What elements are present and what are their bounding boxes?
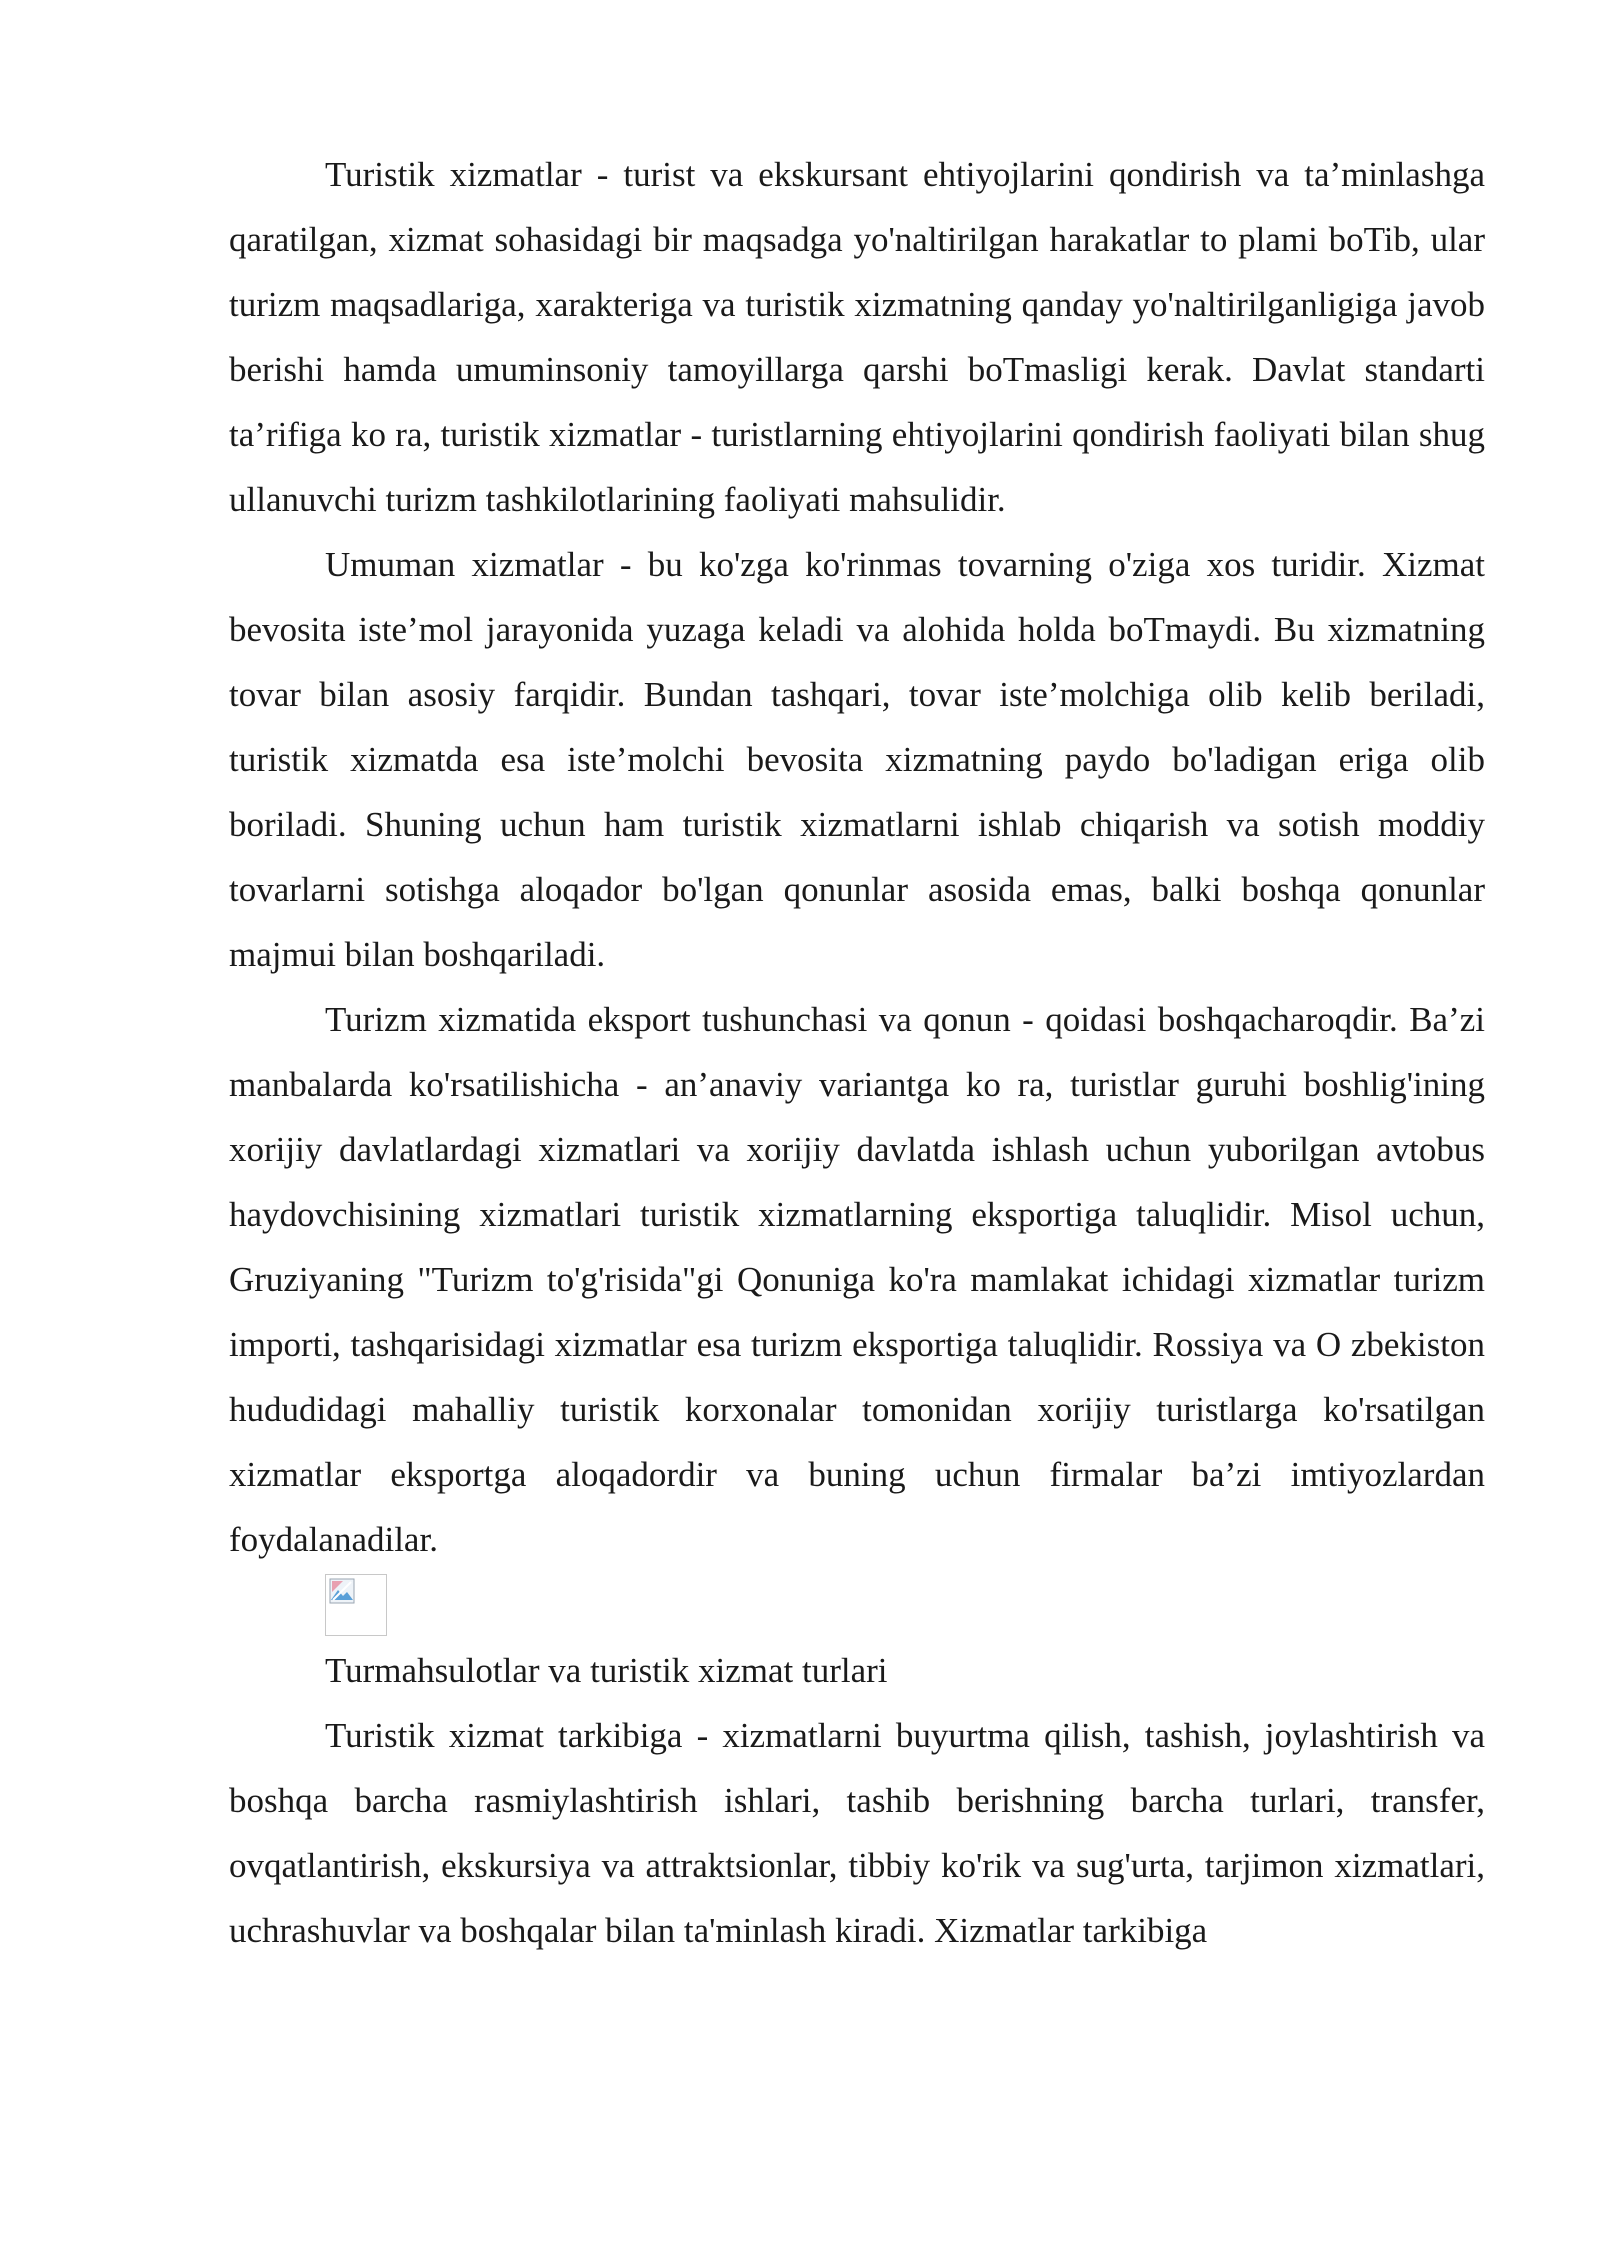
broken-image-icon <box>325 1574 387 1636</box>
paragraph-services-general: Umuman xizmatlar - bu ko'zga ko'rinmas tovarning o'ziga xos turidir. Xizmat bevosita iste’mol jarayonida yuzaga keladi va alohida holda boTmaydi. Bu xizmatning tovar bilan asosiy farqidir. Bundan tashqari, tovar iste’molchiga olib kelib beriladi, turistik xizmatda esa iste’molchi bevosita xizmatning paydo bo'ladigan eriga olib boriladi. Shuning uchun ham turistik xizmatlarni ishlab chiqarish va sotish moddiy tovarlarni sotishga aloqador bo'lgan qonunlar asosida emas, balki boshqa qonunlar majmui bilan boshqariladi. <box>229 545 1485 974</box>
document-body <box>229 142 1485 1963</box>
paragraph-tourist-services-definition: Turistik xizmatlar - turist va ekskursant ehtiyojlarini qondirish va ta’minlashga qaratilgan, xizmat sohasidagi bir maqsadga yo'naltirilgan harakatlar to plami boTib, ular turizm maqsadlariga, xarakteriga va turistik xizmatning qanday yo'naltirilganligiga javob berishi hamda umuminsoniy tamoyillarga qarshi boTmasligi kerak. Davlat standarti ta’rifiga ko ra, turistik xizmatlar - turistlarning ehtiyojlarini qondirish faoliyati bilan shug ullanuvchi turizm tashkilotlarining faoliyati mahsulidir. <box>229 155 1485 519</box>
broken-image-glyph <box>329 1578 355 1604</box>
paragraph-tourism-export: Turizm xizmatida eksport tushunchasi va qonun - qoidasi boshqacharoqdir. Ba’zi manbalarda ko'rsatilishicha - an’anaviy variantga ko ra, turistlar guruhi boshlig'ining xorijiy davlatlardagi xizmatlari va xorijiy davlatda ishlash uchun yuborilgan avtobus haydovchisining xizmatlari turistik xizmatlarning eksportiga taluqlidir. Misol uchun, Gruziyaning "Turizm to'g'risida"gi Qonuniga ko'ra mamlakat ichidagi xizmatlar turizm importi, tashqarisidagi xizmatlar esa turizm eksportiga taluqlidir. Rossiya va O zbekiston hududidagi mahalliy turistik korxonalar tomonidan xorijiy turistlarga ko'rsatilgan xizmatlar eksportga aloqadordir va buning uchun firmalar ba’zi imtiyozlardan foydalanadilar. <box>229 1000 1485 1559</box>
paragraph-tourist-service-composition: Turistik xizmat tarkibiga - xizmatlarni buyurtma qilish, tashish, joylashtirish va boshqa barcha rasmiylashtirish ishlari, tashib berishning barcha turlari, transfer, ovqatlantirish, ekskursiya va attraktsionlar, tibbiy ko'rik va sug'urta, tarjimon xizmatlari, uchrashuvlar va boshqalar bilan ta'minlash kiradi. Xizmatlar tarkibiga <box>229 1716 1485 1950</box>
section-heading: Turmahsulotlar va turistik xizmat turlari <box>325 1651 888 1690</box>
